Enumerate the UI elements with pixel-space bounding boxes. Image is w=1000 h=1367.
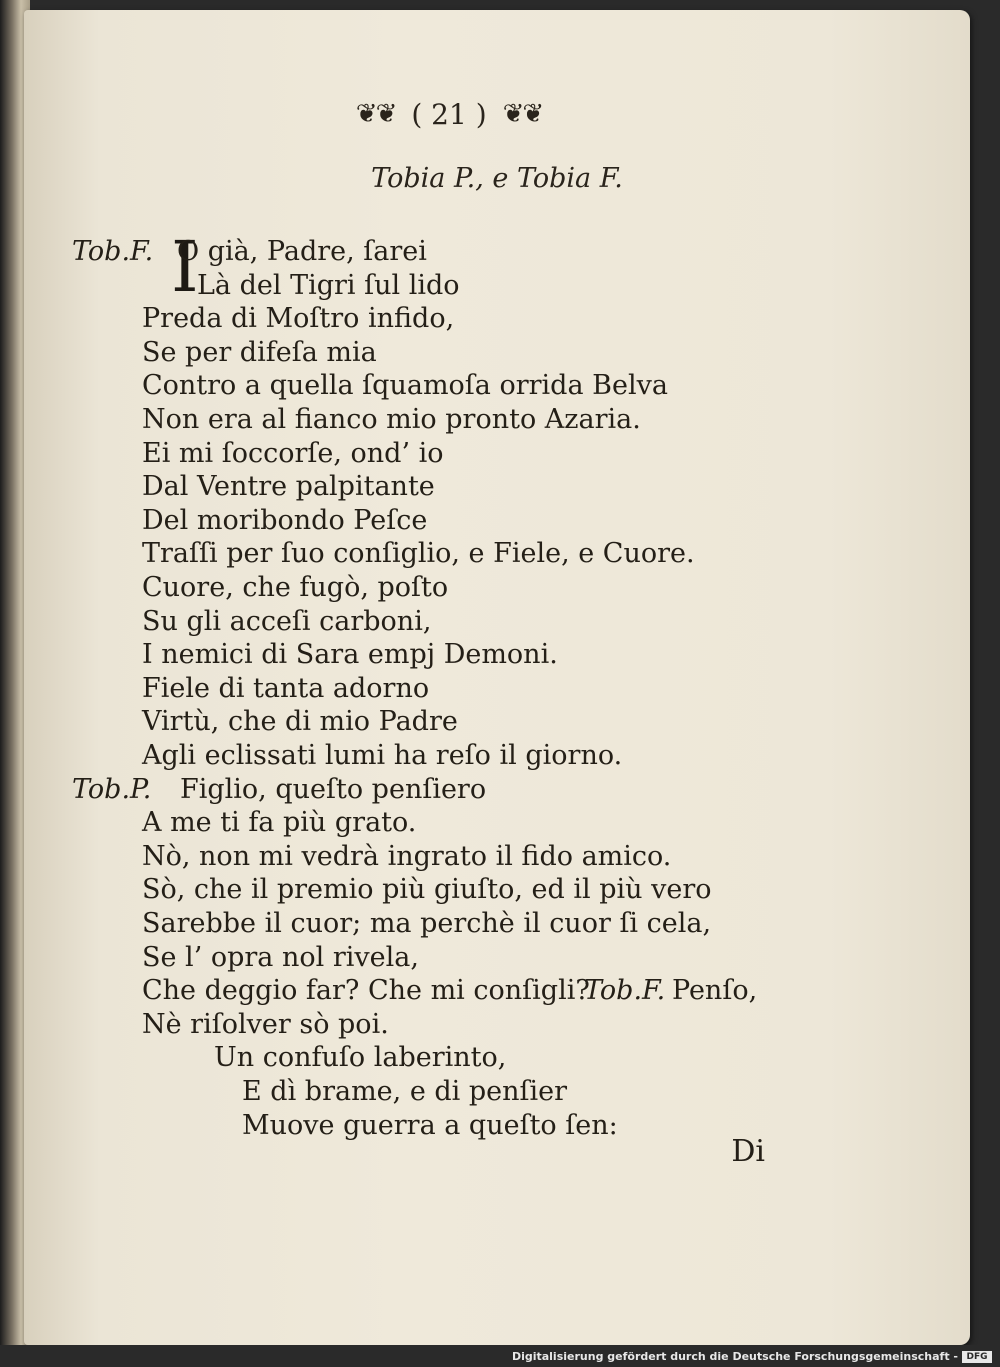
dfg-logo-icon: DFG [962,1351,992,1363]
verse-line: Del moribondo Peſce [142,504,428,536]
running-header [334,94,564,134]
verse-line: Ei mi ſoccorſe, ond’ io [142,437,444,469]
verse-line: Là del Tigri ſul lido [197,269,460,301]
verse-line: A me ti fa più grato. [142,807,417,839]
verse-line: Agli eclissati lumi ha reſo il giorno. [142,740,623,771]
speaker-label: Tob.F. [584,975,666,1007]
scene-heading: Tobia P., e Tobia F. [371,163,623,194]
speaker-label: Tob.F. [72,236,154,267]
verse-line: Muove guerra a queſto ſen: [242,1109,618,1141]
page-number: ( 21 ) [411,97,487,131]
verse-line: Fiele di tanta adorno [142,672,430,704]
verse-line: Su gli acceſi carboni, [142,605,432,637]
verse-line: Se per difeſa mia [142,336,377,368]
verse-line: Preda di Moſtro infido, [142,303,455,335]
verse-line: Un confuſo laberinto, [214,1042,507,1074]
verse-line: Sò, che il premio più giuſto, ed il più vero [142,874,712,906]
catchword: Di [731,1134,765,1169]
footer-bar [0,1345,1000,1367]
funding-notice: Digitalisierung gefördert durch die Deutsche Forschungsgemeinschaft - [511,1350,958,1363]
verse-line: Cuore, che fugò, poſto [142,572,449,603]
verse-line: Dal Ventre palpitante [142,471,435,503]
book-page [24,10,970,1345]
drop-capital: I [171,226,199,308]
verse-line: Sarebbe il cuor; ma perchè il cuor ſi cela, [142,908,712,939]
ornament-left: ❦❦ [355,99,396,129]
verse-line: O già, Padre, ſarei [177,236,427,267]
verse-line: Penſo, [672,975,758,1007]
verse-line: Che deggio far? Che mi conſigli? [142,975,590,1007]
verse-line: Figlio, queſto penſiero [180,773,487,805]
verse-line: Virtù, che di mio Padre [142,706,458,738]
verse-line: Non era al fianco mio pronto Azaria. [142,404,641,435]
verse-line: E dì brame, e di penſier [242,1076,568,1107]
verse-line: I nemici di Sara empj Demoni. [142,639,558,671]
verse-line: Se l’ opra nol rivela, [142,941,419,973]
verse-line: Traſſi per ſuo conſiglio, e Fiele, e Cuore. [142,538,695,570]
speaker-label: Tob.P. [72,773,152,805]
verse-line: Contro a quella ſquamoſa orrida Belva [142,370,668,402]
ornament-right: ❦❦ [502,99,543,129]
verse-line: Nò, non mi vedrà ingrato il fido amico. [142,840,672,872]
verse-line: Nè riſolver sò poi. [142,1008,389,1040]
